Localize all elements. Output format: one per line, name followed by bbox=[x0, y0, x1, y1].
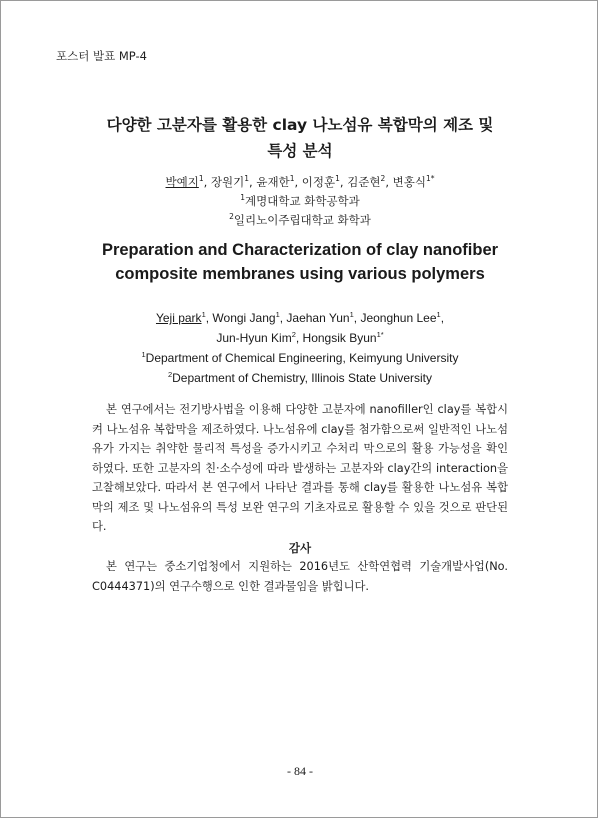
affiliation-text: 일리노이주립대학교 화학과 bbox=[233, 213, 371, 227]
english-author-list-line1 bbox=[60, 308, 540, 328]
abstract-body: 본 연구에서는 전기방사법을 이용해 다양한 고분자에 nanofiller인 clay를 복합시켜 나노섬유 복합막을 제조하였다. 나노섬유에 clay를 첨가함으로써 일반적인 나노섬유가 가지는 취약한 물리적 특성을 증가시키고 수처리 막으로의 활용 가능성을 확인하였다. 또한 고분자의 친·소수성에 따라 발생하는 고분자와 clay간의 interaction을 고찰해보았다. 따라서 본 연구에서 나타난 결과를 통해 clay를 활용한 나노섬유 복합막의 제조 및 나노섬유의 특성 보완 연구의 기초자료로 활용할 수 있을 것으로 판단된다. bbox=[92, 403, 508, 533]
acknowledgement-heading: 감사 bbox=[288, 541, 312, 555]
korean-author-list bbox=[60, 173, 540, 192]
author-affiliation-mark: 1 bbox=[335, 174, 340, 184]
author-affiliation-mark: 1* bbox=[425, 174, 435, 184]
korean-title-line1: 다양한 고분자를 활용한 clay 나노섬유 복합막의 제조 및 bbox=[106, 116, 494, 134]
korean-affiliation-1 bbox=[60, 192, 540, 211]
affiliation-text: Department of Chemistry, Illinois State University bbox=[172, 371, 433, 385]
korean-authors-block bbox=[60, 173, 540, 230]
session-label: 포스터 발표 MP-4 bbox=[56, 49, 147, 63]
english-affiliation-2 bbox=[60, 368, 540, 388]
acknowledgement-body: 본 연구는 중소기업청에서 지원하는 2016년도 산학연협력 기술개발사업(No. C0444371)의 연구수행으로 인한 결과물임을 밝힙니다. bbox=[92, 560, 508, 593]
english-title bbox=[40, 238, 560, 286]
korean-title bbox=[60, 112, 540, 164]
affiliation-text: 계명대학교 화학공학과 bbox=[245, 194, 360, 208]
author-affiliation-mark: 2 bbox=[291, 330, 296, 339]
author-separator: , bbox=[353, 311, 361, 325]
author-separator: , bbox=[279, 311, 287, 325]
author-separator: , bbox=[294, 175, 302, 189]
author-separator: , bbox=[385, 175, 393, 189]
author: 윤재한 bbox=[256, 175, 290, 189]
author-affiliation-mark: 1 bbox=[198, 174, 204, 184]
author-separator: , bbox=[440, 311, 445, 325]
korean-affiliation-2 bbox=[60, 211, 540, 230]
author: Jun-Hyun Kim bbox=[216, 331, 292, 345]
english-title-line1: Preparation and Characterization of clay nanofiber bbox=[101, 241, 499, 259]
author-separator: , bbox=[205, 311, 213, 325]
author-affiliation-mark: 1 bbox=[275, 310, 280, 319]
page-number: - 84 - bbox=[287, 764, 313, 778]
author: 김준현 bbox=[347, 175, 381, 189]
author-affiliation-mark: 1 bbox=[436, 310, 441, 319]
affiliation-mark: 1 bbox=[141, 350, 146, 359]
author: 이정훈 bbox=[301, 175, 336, 189]
author: Jaehan Yun bbox=[286, 311, 350, 325]
author-corresponding: Hongsik Byun bbox=[302, 331, 377, 345]
english-author-list-line2 bbox=[60, 328, 540, 348]
author-affiliation-mark: 1 bbox=[349, 310, 354, 319]
author-corresponding: 변홍식 bbox=[392, 175, 426, 189]
author: Wongi Jang bbox=[212, 311, 276, 325]
author-separator: , bbox=[339, 175, 348, 189]
affiliation-mark: 2 bbox=[229, 212, 234, 222]
author-affiliation-mark: 1* bbox=[376, 330, 384, 339]
author-presenter: Yeji park bbox=[155, 311, 202, 325]
korean-title-line2: 특성 분석 bbox=[267, 142, 333, 160]
english-title-line2: composite membranes using various polymers bbox=[115, 265, 485, 283]
author: 장원기 bbox=[210, 175, 245, 189]
affiliation-text: Department of Chemical Engineering, Keimyung University bbox=[145, 351, 459, 365]
affiliation-mark: 2 bbox=[167, 370, 173, 379]
author: Jeonghun Lee bbox=[360, 311, 437, 325]
author-affiliation-mark: 1 bbox=[289, 174, 295, 184]
author-presenter: 박예지 bbox=[165, 175, 199, 189]
author-affiliation-mark: 2 bbox=[380, 174, 386, 184]
author-separator: , bbox=[295, 331, 303, 345]
author-separator: , bbox=[203, 175, 211, 189]
author-affiliation-mark: 1 bbox=[244, 174, 250, 184]
english-authors-block bbox=[60, 308, 540, 388]
author-separator: , bbox=[249, 175, 257, 189]
english-affiliation-1 bbox=[60, 348, 540, 368]
author-affiliation-mark: 1 bbox=[201, 310, 206, 319]
affiliation-mark: 1 bbox=[240, 193, 246, 203]
